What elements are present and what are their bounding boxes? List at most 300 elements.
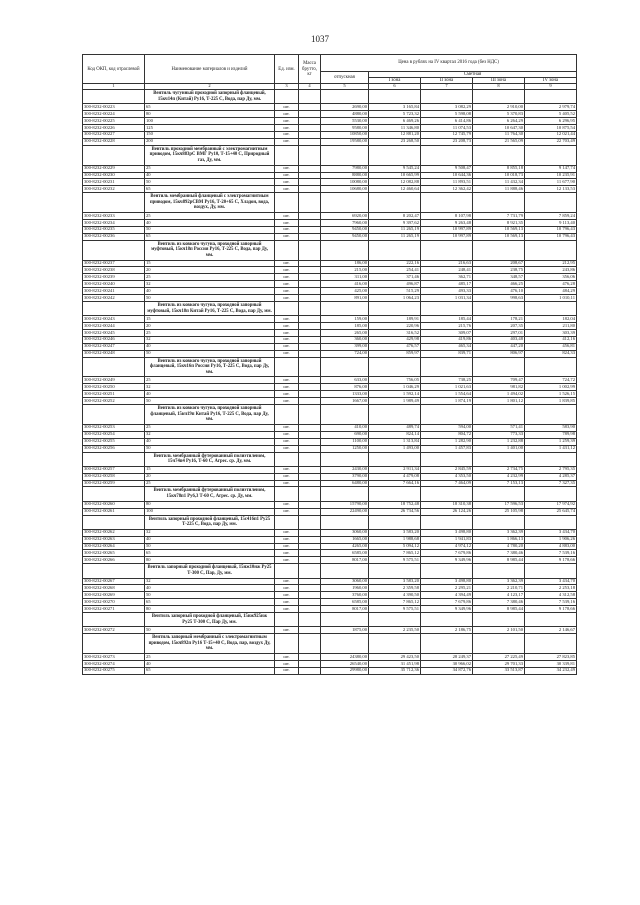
table-cell — [299, 274, 321, 281]
table-cell: 891,00 — [321, 295, 369, 302]
table-cell: 300-8232-00265 — [83, 550, 145, 557]
section-title: Вентиль из ковкого чугуна, проходной запорный муфтовый, 15кч18п Китай Ру16, Т-225 С, Вода, пар Ду, мм. — [145, 301, 275, 315]
section-empty-cell — [299, 613, 321, 627]
table-cell: 2 910,00 — [473, 104, 525, 111]
section-empty-cell — [525, 405, 577, 425]
table-cell: 50 — [145, 445, 275, 452]
table-cell: 9 575,51 — [369, 557, 421, 564]
table-cell: 7 679,86 — [421, 550, 473, 557]
table-cell: 824,14 — [369, 431, 421, 438]
table-cell: шт. — [275, 316, 299, 323]
table-cell: 5 370,83 — [473, 111, 525, 118]
table-cell: 27 225,49 — [473, 654, 525, 661]
header-zone-2: II зона — [421, 78, 473, 84]
section-empty-cell — [525, 193, 577, 213]
table-cell — [299, 606, 321, 613]
table-cell: 804,72 — [421, 431, 473, 438]
section-empty-cell — [299, 634, 321, 654]
table-cell: 1 989,49 — [369, 398, 421, 405]
table-cell: 10 665,99 — [369, 172, 421, 179]
table-cell: 7 539,16 — [525, 550, 577, 557]
table-cell: 690,00 — [321, 431, 369, 438]
table-cell: шт. — [275, 226, 299, 233]
table-cell: 3 583,20 — [369, 529, 421, 536]
table-cell — [299, 267, 321, 274]
table-cell: 300-8232-00244 — [83, 323, 145, 330]
table-cell: 12 881,20 — [369, 131, 421, 138]
table-cell: 300-8232-00243 — [83, 316, 145, 323]
table-cell: 300-8232-00255 — [83, 438, 145, 445]
section-header-row — [83, 487, 577, 501]
table-cell: 178,21 — [473, 316, 525, 323]
section-spacer-cell — [83, 452, 145, 466]
section-empty-cell — [299, 515, 321, 529]
table-cell: 15790,00 — [321, 501, 369, 508]
table-cell: 1 232,88 — [473, 438, 525, 445]
table-cell: 26540,00 — [321, 660, 369, 667]
table-cell: 2 795,35 — [525, 466, 577, 473]
table-cell: 412,16 — [525, 336, 577, 343]
table-cell: 34 232,49 — [525, 667, 577, 674]
table-cell: 3 498,80 — [421, 578, 473, 585]
table-cell: 300-8232-00227 — [83, 131, 145, 138]
table-cell: шт. — [275, 233, 299, 240]
table-cell: шт. — [275, 654, 299, 661]
table-cell: 6 296,95 — [525, 118, 577, 125]
table-cell: 26 734,56 — [369, 508, 421, 515]
table-cell: 215,00 — [321, 267, 369, 274]
table-row — [83, 274, 577, 281]
column-index: 8 — [473, 84, 525, 90]
table-cell: 35 712,36 — [369, 667, 421, 674]
section-title: Вентиль из ковкого чугуна, проходной запорный муфтовый, 15кч18п Россия Ру16, Т-225 С, Вода, пар Ду, мм. — [145, 240, 275, 260]
table-cell: 4 232,99 — [473, 473, 525, 480]
table-cell: 7 865,12 — [369, 599, 421, 606]
table-cell: 25 — [145, 274, 275, 281]
table-row — [83, 104, 577, 111]
section-empty-cell — [321, 405, 369, 425]
table-cell: 1 866,13 — [473, 536, 525, 543]
table-cell — [299, 138, 321, 145]
table-cell — [299, 424, 321, 431]
table-cell: 300-8232-00263 — [83, 536, 145, 543]
table-cell: 300-8232-00242 — [83, 295, 145, 302]
table-cell: 633,00 — [321, 377, 369, 384]
table-cell: 300-8232-00262 — [83, 529, 145, 536]
table-cell: шт. — [275, 260, 299, 267]
table-cell: 2 295,21 — [421, 585, 473, 592]
table-cell: 186,00 — [321, 260, 369, 267]
section-empty-cell — [299, 564, 321, 578]
table-cell: 20 — [145, 473, 275, 480]
column-index: 9 — [525, 84, 577, 90]
table-row — [83, 445, 577, 452]
section-empty-cell — [369, 240, 421, 260]
table-cell: 25 105,98 — [473, 508, 525, 515]
table-cell: 211,80 — [525, 323, 577, 330]
table-cell: 2 146,67 — [525, 627, 577, 634]
table-cell: 1 021,63 — [421, 384, 473, 391]
table-cell: 3 583,20 — [369, 578, 421, 585]
section-empty-cell — [299, 301, 321, 315]
table-row — [83, 219, 577, 226]
table-cell: 22490,00 — [321, 508, 369, 515]
section-empty-cell — [473, 515, 525, 529]
table-cell: 10 796,43 — [525, 226, 577, 233]
table-cell — [299, 391, 321, 398]
table-cell: 32 — [145, 529, 275, 536]
table-cell: 3760,00 — [321, 592, 369, 599]
section-empty-cell — [473, 357, 525, 377]
table-cell: 859,97 — [369, 350, 421, 357]
table-cell: 476,10 — [473, 288, 525, 295]
table-cell — [299, 179, 321, 186]
table-cell: 300-8232-00253 — [83, 424, 145, 431]
table-cell: шт. — [275, 466, 299, 473]
table-cell: 1 431,12 — [525, 445, 577, 452]
table-cell: 1333,00 — [321, 391, 369, 398]
table-row — [83, 578, 577, 585]
table-body — [83, 90, 577, 675]
table-cell: 4 780,20 — [473, 543, 525, 550]
table-cell: шт. — [275, 578, 299, 585]
table-cell: 1 906,26 — [525, 536, 577, 543]
section-empty-cell — [525, 634, 577, 654]
table-cell: 207,35 — [473, 323, 525, 330]
section-empty-cell — [369, 301, 421, 315]
table-cell: 80 — [145, 501, 275, 508]
table-cell: 300-8232-00248 — [83, 350, 145, 357]
header-mass: Масса брутто, кг — [299, 55, 321, 84]
table-cell: 1 401,00 — [473, 445, 525, 452]
table-cell: 300-8232-00252 — [83, 398, 145, 405]
table-cell: 65 — [145, 233, 275, 240]
table-row — [83, 431, 577, 438]
table-cell: 2 845,59 — [421, 466, 473, 473]
table-cell: 100 — [145, 118, 275, 125]
table-cell: 30 966,02 — [421, 660, 473, 667]
section-empty-cell — [473, 90, 525, 104]
table-cell: 8 107,98 — [421, 213, 473, 220]
table-cell: 25 — [145, 329, 275, 336]
table-cell: 34 872,76 — [421, 667, 473, 674]
table-cell: 10080,00 — [321, 179, 369, 186]
table-cell: 150 — [145, 131, 275, 138]
table-cell: 5 598,08 — [421, 111, 473, 118]
table-cell: 8017,00 — [321, 557, 369, 564]
section-empty-cell — [321, 240, 369, 260]
section-spacer-cell — [83, 301, 145, 315]
table-cell: 303,39 — [525, 329, 577, 336]
table-cell: 24380,00 — [321, 654, 369, 661]
table-row — [83, 186, 577, 193]
table-cell: шт. — [275, 281, 299, 288]
table-cell: 300-8232-00254 — [83, 431, 145, 438]
header-zone-1: I зона — [369, 78, 421, 84]
table-cell: 309,07 — [421, 329, 473, 336]
section-header-row — [83, 145, 577, 165]
table-cell: 3 362,39 — [473, 529, 525, 536]
section-header-row — [83, 193, 577, 213]
table-cell: 32 — [145, 578, 275, 585]
table-cell: 447,20 — [473, 343, 525, 350]
table-cell: 5 405,52 — [525, 111, 577, 118]
table-row — [83, 260, 577, 267]
table-cell: 9450,00 — [321, 226, 369, 233]
table-row — [83, 550, 577, 557]
table-cell: 300-8232-00239 — [83, 274, 145, 281]
section-empty-cell — [321, 193, 369, 213]
table-cell: шт. — [275, 125, 299, 132]
table-cell: 466,25 — [473, 281, 525, 288]
table-cell: 6 469,26 — [369, 118, 421, 125]
table-cell: 356,06 — [525, 274, 577, 281]
table-cell — [299, 654, 321, 661]
table-cell: 7 380,46 — [473, 550, 525, 557]
table-cell: шт. — [275, 536, 299, 543]
section-empty-cell — [473, 240, 525, 260]
table-cell — [299, 508, 321, 515]
section-empty-cell — [369, 90, 421, 104]
table-cell — [299, 667, 321, 674]
table-cell — [299, 336, 321, 343]
section-title: Вентиль запорный проходной фланцевый, 15с416п1 Ру25 Т-225 С, Вода, пар Ду, мм. — [145, 515, 275, 529]
table-cell — [299, 350, 321, 357]
section-title: Вентиль запорный проходной фланцевый, 15нж925нж Ру25 Т-300 С, Пар Ду, мм. — [145, 613, 275, 627]
table-cell: 300-8232-00268 — [83, 585, 145, 592]
section-empty-cell — [525, 145, 577, 165]
table-cell: 19580,00 — [321, 138, 369, 145]
column-index: 2 — [145, 84, 275, 90]
table-cell: 185,44 — [421, 316, 473, 323]
table-cell: 7960,00 — [321, 219, 369, 226]
table-cell: 25 — [145, 213, 275, 220]
table-cell: 300-8232-00256 — [83, 445, 145, 452]
table-cell: 10 018,73 — [473, 172, 525, 179]
table-cell: 11 764,30 — [473, 131, 525, 138]
table-cell: 25 — [145, 480, 275, 487]
table-row — [83, 111, 577, 118]
table-row — [83, 667, 577, 674]
table-cell: шт. — [275, 445, 299, 452]
table-cell — [299, 111, 321, 118]
section-empty-cell — [421, 301, 473, 315]
table-cell: 738,25 — [421, 377, 473, 384]
table-cell: 7 679,86 — [421, 599, 473, 606]
table-cell: 876,00 — [321, 384, 369, 391]
table-cell: 9 397,62 — [369, 219, 421, 226]
table-cell: 7 464,09 — [421, 480, 473, 487]
table-cell: 300-8232-00267 — [83, 578, 145, 585]
table-cell: шт. — [275, 606, 299, 613]
table-cell: 316,52 — [369, 329, 421, 336]
table-cell: шт. — [275, 667, 299, 674]
table-cell: 7 380,46 — [473, 599, 525, 606]
section-empty-cell — [275, 301, 299, 315]
section-empty-cell — [275, 634, 299, 654]
table-cell: 28 249,37 — [421, 654, 473, 661]
table-cell: 4 883,00 — [525, 543, 577, 550]
table-cell: 594,00 — [421, 424, 473, 431]
table-cell: 7 865,12 — [369, 550, 421, 557]
table-cell: 1 493,00 — [369, 445, 421, 452]
section-empty-cell — [525, 515, 577, 529]
table-cell: 2 979,74 — [525, 104, 577, 111]
table-cell: 300-8232-00224 — [83, 111, 145, 118]
section-empty-cell — [369, 613, 421, 627]
section-empty-cell — [321, 452, 369, 466]
table-cell: 220,96 — [369, 323, 421, 330]
table-cell: 1875,00 — [321, 627, 369, 634]
table-cell: шт. — [275, 599, 299, 606]
section-empty-cell — [473, 564, 525, 578]
table-cell: шт. — [275, 274, 299, 281]
column-index: 4 — [299, 84, 321, 90]
table-row — [83, 654, 577, 661]
table-cell: 8017,00 — [321, 606, 369, 613]
table-cell: 348,57 — [473, 274, 525, 281]
table-cell: 1667,00 — [321, 398, 369, 405]
table-cell: 583,90 — [525, 424, 577, 431]
table-cell: шт. — [275, 343, 299, 350]
table-cell: 125 — [145, 125, 275, 132]
table-cell: шт. — [275, 179, 299, 186]
table-cell: 2 911,34 — [369, 466, 421, 473]
table-cell: 6585,00 — [321, 550, 369, 557]
section-empty-cell — [275, 145, 299, 165]
table-row — [83, 592, 577, 599]
section-title: Вентиль запорный мембранный с электромагнитным приводом, 15кч892п Ру16 Т-15+40 С, Вода, пар, воздух Ду, мм. — [145, 634, 275, 654]
table-cell: 9 113,40 — [525, 219, 577, 226]
table-cell: 3 498,80 — [421, 529, 473, 536]
section-empty-cell — [525, 240, 577, 260]
table-row — [83, 473, 577, 480]
table-cell: 419,86 — [421, 336, 473, 343]
section-empty-cell — [421, 193, 473, 213]
table-cell: 311,00 — [321, 274, 369, 281]
table-cell: 11 265,19 — [369, 233, 421, 240]
section-empty-cell — [299, 90, 321, 104]
table-cell: 50 — [145, 592, 275, 599]
table-cell — [299, 316, 321, 323]
table-cell: шт. — [275, 131, 299, 138]
table-cell: 6 264,29 — [473, 118, 525, 125]
table-row — [83, 138, 577, 145]
table-row — [83, 288, 577, 295]
section-empty-cell — [321, 487, 369, 501]
section-empty-cell — [369, 405, 421, 425]
table-cell: 25 — [145, 654, 275, 661]
table-cell: 362,71 — [421, 274, 473, 281]
section-spacer-cell — [83, 634, 145, 654]
table-cell: 65 — [145, 667, 275, 674]
table-cell: шт. — [275, 172, 299, 179]
table-row — [83, 501, 577, 508]
table-cell: 425,00 — [321, 288, 369, 295]
table-cell: 30 339,81 — [525, 660, 577, 667]
table-cell: 300-8232-00257 — [83, 466, 145, 473]
section-empty-cell — [275, 564, 299, 578]
table-cell: 360,00 — [321, 336, 369, 343]
table-cell: 1 064,23 — [369, 295, 421, 302]
table-cell: шт. — [275, 323, 299, 330]
table-cell: 1 282,90 — [421, 438, 473, 445]
table-cell: 29980,00 — [321, 667, 369, 674]
table-cell — [299, 543, 321, 550]
table-cell — [299, 627, 321, 634]
table-cell: 10 569,13 — [473, 233, 525, 240]
table-cell: 300-8232-00247 — [83, 343, 145, 350]
table-cell: 200 — [145, 138, 275, 145]
section-empty-cell — [369, 452, 421, 466]
table-cell: 998,63 — [473, 295, 525, 302]
table-row — [83, 267, 577, 274]
table-cell — [299, 431, 321, 438]
section-empty-cell — [275, 193, 299, 213]
table-cell: 2 101,50 — [473, 627, 525, 634]
table-cell — [299, 131, 321, 138]
table-cell: 493,33 — [421, 288, 473, 295]
table-cell: 300-8232-00228 — [83, 138, 145, 145]
table-row — [83, 384, 577, 391]
section-empty-cell — [421, 487, 473, 501]
table-cell: шт. — [275, 165, 299, 172]
table-cell: 7 327,35 — [525, 480, 577, 487]
table-cell — [299, 473, 321, 480]
table-cell: шт. — [275, 267, 299, 274]
table-cell — [299, 398, 321, 405]
table-cell: шт. — [275, 213, 299, 220]
section-empty-cell — [421, 405, 473, 425]
section-empty-cell — [369, 564, 421, 578]
table-cell: шт. — [275, 384, 299, 391]
table-cell: шт. — [275, 288, 299, 295]
table-cell: шт. — [275, 592, 299, 599]
table-cell — [299, 578, 321, 585]
table-cell: 6585,00 — [321, 599, 369, 606]
table-cell: 724,72 — [525, 377, 577, 384]
table-cell — [299, 445, 321, 452]
table-cell: шт. — [275, 529, 299, 536]
table-cell: 243,86 — [525, 267, 577, 274]
table-row — [83, 125, 577, 132]
table-cell — [299, 501, 321, 508]
table-cell: 33 513,87 — [473, 667, 525, 674]
section-spacer-cell — [83, 193, 145, 213]
table-cell: 1665,00 — [321, 536, 369, 543]
section-header-row — [83, 515, 577, 529]
table-cell: 1100,00 — [321, 438, 369, 445]
section-title: Вентиль чугунный проходной запорный фланцевый, 15кч14п (Китай) Ру16, Т-225 С, Вода, пар Ду, мм. — [145, 90, 275, 104]
table-cell: 10680,00 — [321, 186, 369, 193]
table-cell: 80 — [145, 557, 275, 564]
table-row — [83, 543, 577, 550]
table-row — [83, 377, 577, 384]
section-header-row — [83, 90, 577, 104]
table-cell: 300-8232-00249 — [83, 377, 145, 384]
table-cell: 399,00 — [321, 343, 369, 350]
header-name: Наименование материалов и изделий — [145, 55, 275, 84]
table-row — [83, 424, 577, 431]
table-cell: 300-8232-00226 — [83, 125, 145, 132]
table-cell: 40 — [145, 585, 275, 592]
section-empty-cell — [299, 145, 321, 165]
table-cell — [299, 536, 321, 543]
table-cell: шт. — [275, 398, 299, 405]
table-cell: 300-8232-00235 — [83, 226, 145, 233]
table-cell: 3 082,29 — [421, 104, 473, 111]
table-row — [83, 295, 577, 302]
